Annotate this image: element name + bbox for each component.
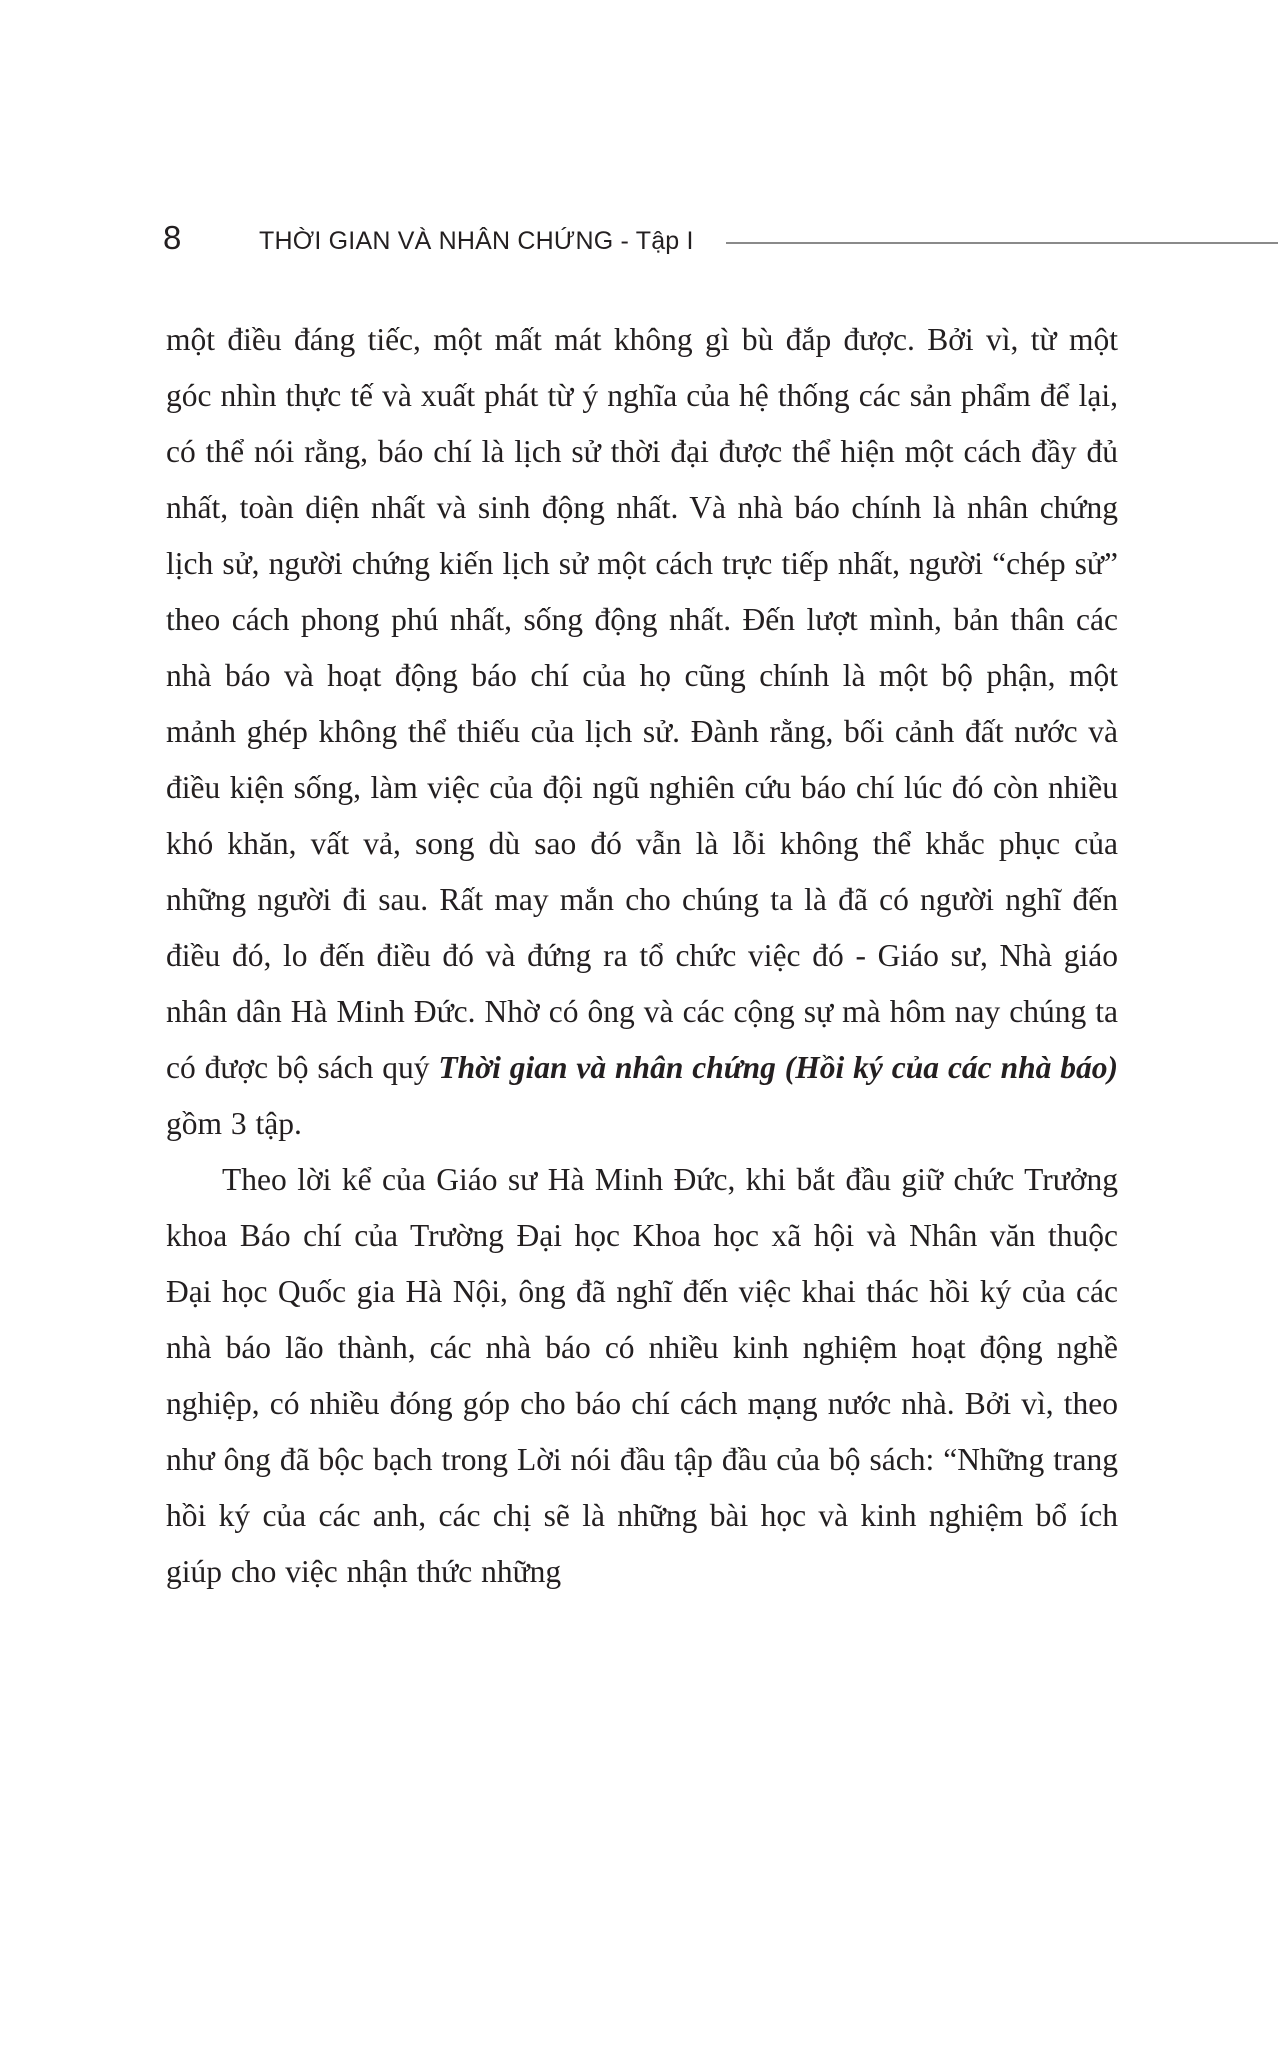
header-rule (726, 242, 1278, 244)
running-title: THỜI GIAN VÀ NHÂN CHỨNG - Tập I (259, 227, 694, 255)
paragraph-1-ending: gồm 3 tập. (166, 1106, 302, 1141)
body-text (166, 312, 1118, 1600)
running-header (163, 214, 1115, 264)
paragraph-1 (166, 312, 1118, 1152)
book-title: Thời gian và nhân chứng (Hồi ký của các nhà báo) (438, 1050, 1118, 1085)
page-number: 8 (163, 219, 182, 256)
paragraph-2: Theo lời kể của Giáo sư Hà Minh Đức, khi bắt đầu giữ chức Trưởng khoa Báo chí của Trường Đại học Khoa học xã hội và Nhân văn thuộc Đại học Quốc gia Hà Nội, ông đã nghĩ đến việc khai thác hồi ký của các nhà báo lão thành, các nhà báo có nhiều kinh nghiệm hoạt động nghề nghiệp, có nhiều đóng góp cho báo chí cách mạng nước nhà. Bởi vì, theo như ông đã bộc bạch trong Lời nói đầu tập đầu của bộ sách: “Những trang hồi ký của các anh, các chị sẽ là những bài học và kinh nghiệm bổ ích giúp cho việc nhận thức những (166, 1162, 1118, 1589)
paragraph-1-text: một điều đáng tiếc, một mất mát không gì bù đắp được. Bởi vì, từ một góc nhìn thực tế và xuất phát từ ý nghĩa của hệ thống các sản phẩm để lại, có thể nói rằng, báo chí là lịch sử thời đại được thể hiện một cách đầy đủ nhất, toàn diện nhất và sinh động nhất. Và nhà báo chính là nhân chứng lịch sử, người chứng kiến lịch sử một cách trực tiếp nhất, người “chép sử” theo cách phong phú nhất, sống động nhất. Đến lượt mình, bản thân các nhà báo và hoạt động báo chí của họ cũng chính là một bộ phận, một mảnh ghép không thể thiếu của lịch sử. Đành rằng, bối cảnh đất nước và điều kiện sống, làm việc của đội ngũ nghiên cứu báo chí lúc đó còn nhiều khó khăn, vất vả, song dù sao đó vẫn là lỗi không thể khắc phục của những người đi sau. Rất may mắn cho chúng ta là đã có người nghĩ đến điều đó, lo đến điều đó và đứng ra tổ chức việc đó - Giáo sư, Nhà giáo nhân dân Hà Minh Đức. Nhờ có ông và các cộng sự mà hôm nay chúng ta có được bộ sách quý (166, 322, 1118, 1085)
